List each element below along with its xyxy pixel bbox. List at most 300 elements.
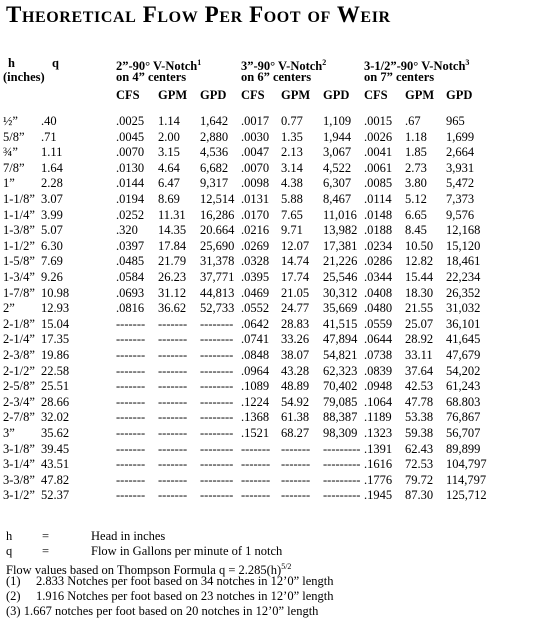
cell-cfs-2in: .0130	[116, 160, 145, 175]
cell-cfs-3-5in: .1776	[364, 472, 393, 487]
cell-cfs-2in: -------	[116, 348, 146, 362]
cell-cfs-2in: -------	[116, 441, 146, 456]
cell-h-inches: 3-1/2”	[3, 488, 35, 503]
cell-h-inches: 3”	[3, 426, 15, 440]
cell-h-inches: 2-7/8”	[3, 410, 35, 425]
cell-gpd-3-5in: 18,461	[446, 254, 481, 269]
cell-gpd-3-5in: 104,797	[446, 457, 487, 472]
cell-cfs-2in: .0025	[116, 114, 145, 128]
cell-h-inches: 2-5/8”	[3, 379, 35, 394]
cell-gpm-2in: 36.62	[158, 301, 187, 316]
cell-gpm-3in: 28.83	[281, 316, 310, 331]
cell-gpd-3in: ---------	[323, 472, 361, 487]
cell-h-inches: 1-1/2”	[3, 238, 35, 253]
cell-q-value: 28.66	[41, 394, 70, 409]
cell-cfs-3-5in: .0114	[364, 192, 392, 206]
cell-gpd-2in: --------	[200, 410, 234, 425]
cell-gpm-3-5in: 33.11	[405, 348, 433, 362]
cell-gpd-3in: ---------	[323, 488, 361, 503]
cell-gpd-3in: 79,085	[323, 394, 358, 409]
cell-q-value: 15.04	[41, 316, 70, 331]
cell-gpd-3in: 1,944	[323, 129, 352, 144]
cell-h-inches: 3-1/8”	[3, 441, 35, 456]
cell-cfs-3in: .1089	[241, 379, 270, 394]
cell-q-value: 5.07	[41, 223, 63, 238]
cell-gpm-2in: -------	[158, 332, 188, 347]
cell-gpm-2in: -------	[158, 348, 188, 362]
cell-gpm-2in: -------	[158, 488, 188, 503]
cell-gpm-3in: -------	[281, 472, 311, 487]
cell-gpd-3-5in: 965	[446, 114, 465, 128]
cell-cfs-3-5in: .0188	[364, 223, 393, 238]
cell-gpd-2in: --------	[200, 332, 234, 347]
cell-gpm-3in: 14.74	[281, 254, 310, 269]
cell-gpd-3in: 11,016	[323, 207, 357, 222]
cell-gpd-3-5in: 41,645	[446, 332, 481, 347]
cell-cfs-3in: -------	[241, 472, 271, 487]
cell-cfs-2in: .0397	[116, 238, 145, 253]
cell-cfs-2in: .0584	[116, 270, 145, 284]
cell-gpm-3-5in: 79.72	[405, 472, 434, 487]
cell-gpm-3in: 43.28	[281, 363, 310, 378]
cell-gpd-2in: 37,771	[200, 270, 235, 284]
cell-h-inches: 1-5/8”	[3, 254, 35, 269]
cell-gpm-2in: 8.69	[158, 192, 180, 206]
cell-gpd-3in: 8,467	[323, 192, 352, 206]
cell-q-value: 6.30	[41, 238, 63, 253]
cell-h-inches: 1-3/8”	[3, 223, 35, 238]
cell-gpm-3-5in: 25.07	[405, 316, 434, 331]
cell-gpm-3-5in: 21.55	[405, 301, 434, 316]
cell-gpd-3-5in: 56,707	[446, 426, 481, 440]
cell-gpm-3in: 61.38	[281, 410, 310, 425]
cell-gpm-3in: 21.05	[281, 285, 310, 300]
cell-q-value: 17.35	[41, 332, 70, 347]
cell-gpm-3-5in: 5.12	[405, 192, 427, 206]
cell-gpd-2in: 9,317	[200, 176, 229, 191]
cell-gpm-3in: 9.71	[281, 223, 303, 238]
cell-gpd-3in: 62,323	[323, 363, 358, 378]
cell-cfs-3-5in: .0234	[364, 238, 393, 253]
cell-cfs-3-5in: .0839	[364, 363, 393, 378]
cell-q-value: 19.86	[41, 348, 70, 362]
footnote-2: (2) 1.916 Notches per foot based on 23 notches in 12’0” length	[6, 589, 334, 603]
cell-cfs-3in: .0469	[241, 285, 270, 300]
cell-cfs-3in: .0328	[241, 254, 270, 269]
cell-gpm-3in: 7.65	[281, 207, 303, 222]
cell-gpm-3in: -------	[281, 441, 311, 456]
cell-gpd-3in: 47,894	[323, 332, 358, 347]
cell-cfs-3in: .0030	[241, 129, 270, 144]
header-group-3in: 3”-90° V-Notch$^2$	[241, 58, 327, 74]
cell-gpm-2in: 17.84	[158, 238, 187, 253]
cell-q-value: 43.51	[41, 457, 70, 472]
cell-cfs-3-5in: .0344	[364, 270, 393, 284]
cell-cfs-3-5in: .0559	[364, 316, 393, 331]
cell-gpd-3-5in: 1,699	[446, 129, 475, 144]
cell-gpd-3in: 1,109	[323, 114, 352, 128]
cell-gpd-2in: --------	[200, 379, 234, 394]
cell-cfs-3-5in: .0480	[364, 301, 393, 316]
header-gpd: GPD	[446, 88, 473, 102]
cell-cfs-2in: .0194	[116, 192, 145, 206]
cell-cfs-2in: .0144	[116, 176, 145, 191]
cell-gpm-2in: 6.47	[158, 176, 180, 191]
cell-gpd-3in: 41,515	[323, 316, 358, 331]
cell-cfs-2in: .0693	[116, 285, 145, 300]
cell-gpd-3-5in: 26,352	[446, 285, 481, 300]
cell-q-value: 2.28	[41, 176, 63, 191]
cell-gpm-3-5in: 1.18	[405, 129, 427, 144]
cell-gpd-2in: 2,880	[200, 129, 229, 144]
cell-cfs-3in: .0017	[241, 114, 270, 128]
cell-q-value: 3.99	[41, 207, 63, 222]
cell-cfs-3-5in: .0061	[364, 160, 393, 175]
cell-gpm-3-5in: 8.45	[405, 223, 427, 238]
cell-cfs-2in: -------	[116, 394, 146, 409]
header-inches: (inches)	[3, 70, 45, 84]
cell-cfs-3in: .0964	[241, 363, 270, 378]
cell-gpm-3-5in: 87.30	[405, 488, 434, 503]
cell-q-value: 12.93	[41, 301, 70, 316]
cell-h-inches: 1-1/4”	[3, 207, 35, 222]
cell-h-inches: ½”	[3, 114, 18, 128]
cell-gpm-3in: 4.38	[281, 176, 303, 191]
cell-gpm-3-5in: 47.78	[405, 394, 434, 409]
cell-cfs-3in: .0131	[241, 192, 270, 206]
header-q: q	[52, 56, 59, 70]
cell-h-inches: 2-3/8”	[3, 348, 35, 362]
cell-gpd-3in: 25,546	[323, 270, 358, 284]
cell-q-value: 32.02	[41, 410, 70, 425]
cell-gpd-3-5in: 68.803	[446, 394, 481, 409]
cell-h-inches: 2-1/4”	[3, 332, 35, 347]
cell-gpd-3in: 17,381	[323, 238, 358, 253]
cell-gpm-2in: -------	[158, 394, 188, 409]
cell-q-value: .40	[41, 114, 57, 128]
cell-gpm-2in: 11.31	[158, 207, 186, 222]
cell-cfs-2in: -------	[116, 426, 146, 440]
cell-gpd-2in: --------	[200, 426, 234, 440]
cell-cfs-3in: -------	[241, 441, 271, 456]
cell-gpm-3in: 68.27	[281, 426, 310, 440]
cell-gpm-3in: 54.92	[281, 394, 310, 409]
cell-gpd-3-5in: 125,712	[446, 488, 487, 503]
cell-gpd-2in: --------	[200, 394, 234, 409]
cell-gpm-2in: 4.64	[158, 160, 180, 175]
cell-gpd-3-5in: 61,243	[446, 379, 481, 394]
cell-gpm-3-5in: 2.73	[405, 160, 427, 175]
cell-cfs-3in: .0098	[241, 176, 270, 191]
footnote-3: (3) 1.667 notches per foot based on 20 notches in 12’0” length	[6, 604, 319, 618]
cell-gpd-3-5in: 76,867	[446, 410, 481, 425]
cell-q-value: 9.26	[41, 270, 63, 284]
cell-gpd-3in: ---------	[323, 457, 361, 472]
cell-h-inches: 1-1/8”	[3, 192, 35, 206]
cell-cfs-3in: -------	[241, 457, 271, 472]
cell-h-inches: 1-3/4”	[3, 270, 35, 284]
cell-q-value: .71	[41, 129, 57, 144]
cell-gpd-3-5in: 54,202	[446, 363, 481, 378]
cell-gpm-3in: -------	[281, 488, 311, 503]
cell-gpd-3-5in: 47,679	[446, 348, 481, 362]
cell-gpd-3in: 35,669	[323, 301, 358, 316]
cell-q-value: 10.98	[41, 285, 70, 300]
cell-cfs-3in: .0269	[241, 238, 270, 253]
cell-h-inches: 7/8”	[3, 160, 25, 175]
cell-gpm-3in: 17.74	[281, 270, 310, 284]
cell-gpm-3in: 24.77	[281, 301, 310, 316]
cell-gpm-3in: 48.89	[281, 379, 310, 394]
cell-cfs-2in: .0485	[116, 254, 145, 269]
cell-cfs-2in: -------	[116, 410, 146, 425]
cell-gpd-2in: --------	[200, 441, 234, 456]
cell-gpd-3-5in: 15,120	[446, 238, 481, 253]
cell-h-inches: 3-1/4”	[3, 457, 35, 472]
cell-h-inches: 1”	[3, 176, 15, 191]
header-cfs: CFS	[364, 88, 388, 102]
header-gpm: GPM	[158, 88, 188, 102]
cell-gpm-3-5in: 28.92	[405, 332, 434, 347]
cell-gpd-3-5in: 5,472	[446, 176, 475, 191]
cell-gpd-2in: --------	[200, 348, 234, 362]
cell-cfs-3in: .1521	[241, 426, 270, 440]
cell-cfs-3in: .0642	[241, 316, 270, 331]
cell-cfs-2in: -------	[116, 316, 146, 331]
cell-gpm-3-5in: 6.65	[405, 207, 427, 222]
cell-gpm-3in: 2.13	[281, 145, 303, 160]
header-gpd: GPD	[200, 88, 227, 102]
cell-cfs-3in: .0216	[241, 223, 270, 238]
cell-q-value: 35.62	[41, 426, 70, 440]
cell-q-value: 3.07	[41, 192, 63, 206]
cell-gpm-3-5in: 42.53	[405, 379, 434, 394]
cell-gpd-2in: 20.664	[200, 223, 235, 238]
cell-cfs-2in: -------	[116, 472, 146, 487]
cell-cfs-3-5in: .1391	[364, 441, 393, 456]
cell-gpm-3in: 38.07	[281, 348, 310, 362]
cell-cfs-3-5in: .0644	[364, 332, 393, 347]
cell-cfs-3-5in: .0041	[364, 145, 393, 160]
cell-cfs-2in: -------	[116, 457, 146, 472]
cell-gpm-3-5in: 1.85	[405, 145, 427, 160]
page-title: Theoretical Flow Per Foot of Weir	[6, 2, 391, 27]
cell-gpm-3in: 5.88	[281, 192, 303, 206]
cell-cfs-3-5in: .0948	[364, 379, 393, 394]
cell-cfs-3in: -------	[241, 488, 271, 503]
cell-gpm-2in: -------	[158, 316, 188, 331]
cell-cfs-2in: -------	[116, 363, 146, 378]
cell-cfs-3-5in: .0085	[364, 176, 393, 191]
cell-gpd-2in: 6,682	[200, 160, 229, 175]
footnote-h: h = Head in inches	[6, 529, 166, 543]
footnote-q: q = Flow in Gallons per minute of 1 notch	[6, 544, 283, 558]
cell-gpm-2in: -------	[158, 426, 188, 440]
cell-gpd-3in: 6,307	[323, 176, 352, 191]
cell-cfs-3in: .0047	[241, 145, 270, 160]
cell-q-value: 52.37	[41, 488, 70, 503]
cell-cfs-2in: .0816	[116, 301, 145, 316]
cell-gpd-3-5in: 114,797	[446, 472, 487, 487]
cell-gpm-2in: 26.23	[158, 270, 187, 284]
cell-gpm-3-5in: 59.38	[405, 426, 434, 440]
cell-gpd-3-5in: 89,899	[446, 441, 481, 456]
cell-gpm-3-5in: 53.38	[405, 410, 434, 425]
cell-gpd-3-5in: 9,576	[446, 207, 475, 222]
cell-gpm-2in: 31.12	[158, 285, 187, 300]
cell-cfs-3-5in: .1189	[364, 410, 392, 425]
header-group-2in-centers: on 4” centers	[116, 70, 187, 84]
cell-h-inches: 5/8”	[3, 129, 25, 144]
cell-gpm-3in: 33.26	[281, 332, 310, 347]
cell-cfs-3in: .0170	[241, 207, 270, 222]
cell-gpd-2in: 25,690	[200, 238, 235, 253]
cell-h-inches: 2”	[3, 301, 15, 316]
cell-gpd-2in: 44,813	[200, 285, 235, 300]
cell-cfs-3-5in: .0408	[364, 285, 393, 300]
cell-gpd-3in: 4,522	[323, 160, 352, 175]
cell-gpd-2in: 4,536	[200, 145, 229, 160]
cell-gpm-3-5in: .67	[405, 114, 421, 128]
cell-cfs-2in: -------	[116, 488, 146, 503]
cell-cfs-3-5in: .0148	[364, 207, 393, 222]
cell-gpm-2in: -------	[158, 379, 188, 394]
cell-gpm-3-5in: 18.30	[405, 285, 434, 300]
cell-cfs-3-5in: .1945	[364, 488, 393, 503]
cell-gpm-3in: 1.35	[281, 129, 303, 144]
cell-cfs-3-5in: .0738	[364, 348, 393, 362]
cell-gpd-3-5in: 3,931	[446, 160, 475, 175]
cell-cfs-3-5in: .0026	[364, 129, 393, 144]
cell-gpm-3-5in: 10.50	[405, 238, 434, 253]
header-group-3in-centers: on 6” centers	[241, 70, 312, 84]
cell-gpm-3-5in: 3.80	[405, 176, 427, 191]
cell-h-inches: 3-3/8”	[3, 472, 35, 487]
cell-gpd-3-5in: 2,664	[446, 145, 475, 160]
cell-gpd-3in: 70,402	[323, 379, 358, 394]
footnote-1: (1) 2.833 Notches per foot based on 34 notches in 12’0” length	[6, 574, 334, 588]
cell-cfs-2in: .0252	[116, 207, 145, 222]
cell-gpd-2in: 16,286	[200, 207, 235, 222]
cell-gpm-2in: 3.15	[158, 145, 180, 160]
cell-cfs-3in: .0070	[241, 160, 270, 175]
header-gpm: GPM	[281, 88, 311, 102]
cell-gpd-2in: 12,514	[200, 192, 235, 206]
cell-gpd-2in: --------	[200, 457, 234, 472]
cell-q-value: 47.82	[41, 472, 70, 487]
header-h: h	[8, 56, 15, 70]
cell-cfs-3-5in: .1323	[364, 426, 393, 440]
cell-gpd-2in: 1,642	[200, 114, 229, 128]
cell-gpm-3in: 12.07	[281, 238, 310, 253]
cell-gpm-2in: 14.35	[158, 223, 187, 238]
cell-gpd-3-5in: 22,234	[446, 270, 481, 284]
cell-gpm-3-5in: 62.43	[405, 441, 434, 456]
cell-q-value: 7.69	[41, 254, 63, 269]
cell-gpm-2in: -------	[158, 441, 188, 456]
header-cfs: CFS	[116, 88, 140, 102]
header-group-3-5in: 3-1/2”-90° V-Notch$^3$	[364, 58, 470, 74]
cell-cfs-2in: -------	[116, 379, 146, 394]
cell-cfs-2in: .320	[116, 223, 138, 238]
cell-gpm-2in: -------	[158, 457, 188, 472]
cell-gpd-2in: 31,378	[200, 254, 235, 269]
cell-gpd-3-5in: 7,373	[446, 192, 475, 206]
cell-gpd-3in: 21,226	[323, 254, 358, 269]
cell-gpm-3-5in: 72.53	[405, 457, 434, 472]
cell-gpd-3in: 13,982	[323, 223, 358, 238]
cell-cfs-3in: .0395	[241, 270, 270, 284]
cell-gpm-2in: -------	[158, 410, 188, 425]
cell-q-value: 22.58	[41, 363, 70, 378]
cell-gpm-3-5in: 15.44	[405, 270, 434, 284]
cell-gpd-3-5in: 12,168	[446, 223, 481, 238]
cell-q-value: 1.11	[41, 145, 63, 160]
cell-h-inches: 2-1/2”	[3, 363, 35, 378]
cell-q-value: 1.64	[41, 160, 63, 175]
cell-cfs-3-5in: .1616	[364, 457, 393, 472]
cell-gpd-2in: --------	[200, 363, 234, 378]
header-gpm: GPM	[405, 88, 435, 102]
cell-gpd-2in: --------	[200, 488, 234, 503]
cell-gpd-3in: ---------	[323, 441, 361, 456]
cell-cfs-3-5in: .0015	[364, 114, 393, 128]
cell-gpd-3in: 3,067	[323, 145, 352, 160]
cell-cfs-2in: -------	[116, 332, 146, 347]
cell-gpm-2in: 21.79	[158, 254, 187, 269]
cell-h-inches: 2-3/4”	[3, 394, 35, 409]
cell-gpm-2in: 2.00	[158, 129, 180, 144]
cell-gpd-2in: --------	[200, 316, 234, 331]
cell-cfs-2in: .0070	[116, 145, 145, 160]
header-gpd: GPD	[323, 88, 350, 102]
header-group-3-5in-centers: on 7” centers	[364, 70, 435, 84]
footnote-formula: Flow values based on Thompson Formula $q = 2.285(h)^{5/2}$	[6, 562, 292, 578]
cell-gpm-3-5in: 12.82	[405, 254, 434, 269]
cell-cfs-3in: .0848	[241, 348, 270, 362]
cell-h-inches: 2-1/8”	[3, 316, 35, 331]
cell-gpm-2in: -------	[158, 363, 188, 378]
cell-gpd-3-5in: 36,101	[446, 316, 481, 331]
cell-gpd-2in: --------	[200, 472, 234, 487]
cell-gpd-2in: 52,733	[200, 301, 235, 316]
cell-h-inches: 1-7/8”	[3, 285, 35, 300]
cell-gpm-2in: -------	[158, 472, 188, 487]
cell-gpm-2in: 1.14	[158, 114, 180, 128]
cell-gpm-3-5in: 37.64	[405, 363, 434, 378]
header-cfs: CFS	[241, 88, 265, 102]
cell-cfs-3-5in: .1064	[364, 394, 393, 409]
cell-gpd-3in: 54,821	[323, 348, 358, 362]
cell-q-value: 25.51	[41, 379, 70, 394]
cell-gpm-3in: -------	[281, 457, 311, 472]
cell-cfs-2in: .0045	[116, 129, 145, 144]
cell-cfs-3in: .0552	[241, 301, 270, 316]
cell-gpd-3in: 88,387	[323, 410, 358, 425]
cell-gpm-3in: 3.14	[281, 160, 303, 175]
cell-gpm-3in: 0.77	[281, 114, 303, 128]
cell-cfs-3in: .1224	[241, 394, 270, 409]
cell-h-inches: ¾”	[3, 145, 18, 160]
cell-cfs-3in: .1368	[241, 410, 270, 425]
cell-gpd-3-5in: 31,032	[446, 301, 481, 316]
cell-q-value: 39.45	[41, 441, 70, 456]
cell-cfs-3-5in: .0286	[364, 254, 393, 269]
header-group-2in: 2”-90° V-Notch$^1$	[116, 58, 202, 74]
cell-gpd-3in: 30,312	[323, 285, 358, 300]
cell-cfs-3in: .0741	[241, 332, 270, 347]
cell-gpd-3in: 98,309	[323, 426, 358, 440]
